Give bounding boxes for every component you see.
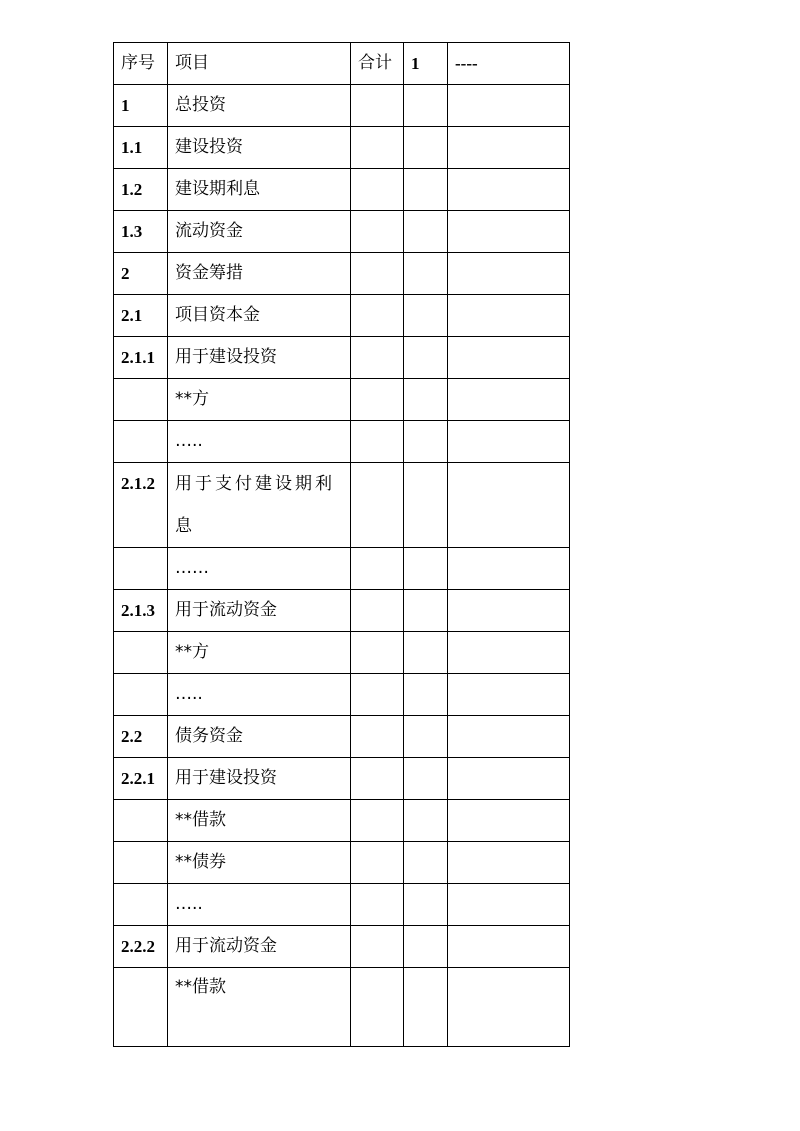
row-year-1-cell	[404, 85, 448, 127]
header-year-1: 1	[404, 43, 448, 85]
row-serial-no	[114, 674, 168, 716]
row-more-years-cell	[448, 968, 570, 1047]
row-item	[168, 463, 351, 548]
table-row	[114, 590, 570, 632]
row-serial-no: 2.1.2	[114, 463, 168, 548]
row-item: 项目资本金	[168, 295, 351, 337]
row-item: **借款	[168, 968, 351, 1047]
row-item: …..	[168, 421, 351, 463]
row-more-years-cell	[448, 800, 570, 842]
row-total-cell	[351, 253, 404, 295]
row-year-1-cell	[404, 337, 448, 379]
row-serial-no: 2.2	[114, 716, 168, 758]
header-more-years: ----	[448, 43, 570, 85]
table-row	[114, 169, 570, 211]
row-year-1-cell	[404, 590, 448, 632]
row-serial-no	[114, 379, 168, 421]
row-total-cell	[351, 548, 404, 590]
funding-table	[113, 42, 570, 1047]
table-row	[114, 968, 570, 1047]
row-year-1-cell	[404, 548, 448, 590]
row-serial-no: 2.1.3	[114, 590, 168, 632]
row-serial-no	[114, 421, 168, 463]
table-row	[114, 421, 570, 463]
row-year-1-cell	[404, 842, 448, 884]
row-serial-no: 1.2	[114, 169, 168, 211]
row-more-years-cell	[448, 295, 570, 337]
row-total-cell	[351, 127, 404, 169]
row-item: 建设期利息	[168, 169, 351, 211]
row-serial-no: 1	[114, 85, 168, 127]
table-row	[114, 337, 570, 379]
row-total-cell	[351, 590, 404, 632]
row-more-years-cell	[448, 169, 570, 211]
row-serial-no: 2.2.1	[114, 758, 168, 800]
row-item-text: 用于支付建设期利息	[175, 474, 335, 536]
row-serial-no	[114, 548, 168, 590]
row-serial-no: 2	[114, 253, 168, 295]
table-row	[114, 548, 570, 590]
row-more-years-cell	[448, 253, 570, 295]
row-serial-no: 2.1	[114, 295, 168, 337]
row-item: …..	[168, 884, 351, 926]
row-more-years-cell	[448, 674, 570, 716]
table-row	[114, 716, 570, 758]
row-more-years-cell	[448, 548, 570, 590]
row-total-cell	[351, 632, 404, 674]
row-serial-no: 2.1.1	[114, 337, 168, 379]
row-total-cell	[351, 842, 404, 884]
row-more-years-cell	[448, 211, 570, 253]
row-year-1-cell	[404, 926, 448, 968]
row-item: 用于建设投资	[168, 337, 351, 379]
table-header-row	[114, 43, 570, 85]
header-item: 项目	[168, 43, 351, 85]
table-row	[114, 463, 570, 548]
table-row	[114, 842, 570, 884]
row-total-cell	[351, 758, 404, 800]
row-more-years-cell	[448, 85, 570, 127]
row-total-cell	[351, 716, 404, 758]
row-item: **债券	[168, 842, 351, 884]
row-year-1-cell	[404, 758, 448, 800]
row-more-years-cell	[448, 716, 570, 758]
row-more-years-cell	[448, 884, 570, 926]
row-total-cell	[351, 211, 404, 253]
row-total-cell	[351, 295, 404, 337]
row-total-cell	[351, 968, 404, 1047]
row-year-1-cell	[404, 379, 448, 421]
row-more-years-cell	[448, 127, 570, 169]
table-row	[114, 85, 570, 127]
table-row	[114, 758, 570, 800]
row-total-cell	[351, 169, 404, 211]
row-total-cell	[351, 463, 404, 548]
row-more-years-cell	[448, 337, 570, 379]
table-row	[114, 632, 570, 674]
row-year-1-cell	[404, 632, 448, 674]
row-more-years-cell	[448, 632, 570, 674]
table-row	[114, 674, 570, 716]
row-year-1-cell	[404, 253, 448, 295]
table-row	[114, 379, 570, 421]
row-total-cell	[351, 674, 404, 716]
row-total-cell	[351, 85, 404, 127]
row-total-cell	[351, 884, 404, 926]
row-serial-no: 1.1	[114, 127, 168, 169]
row-total-cell	[351, 421, 404, 463]
table-row	[114, 884, 570, 926]
row-total-cell	[351, 800, 404, 842]
row-year-1-cell	[404, 800, 448, 842]
table-row	[114, 800, 570, 842]
row-more-years-cell	[448, 421, 570, 463]
row-item: 资金筹措	[168, 253, 351, 295]
table-row	[114, 926, 570, 968]
row-serial-no	[114, 884, 168, 926]
row-item: 总投资	[168, 85, 351, 127]
row-item: **方	[168, 379, 351, 421]
row-serial-no	[114, 632, 168, 674]
table-row	[114, 127, 570, 169]
header-serial-no: 序号	[114, 43, 168, 85]
row-item: 用于流动资金	[168, 590, 351, 632]
table-row	[114, 211, 570, 253]
row-year-1-cell	[404, 421, 448, 463]
header-total: 合计	[351, 43, 404, 85]
row-serial-no	[114, 968, 168, 1047]
row-year-1-cell	[404, 884, 448, 926]
row-more-years-cell	[448, 463, 570, 548]
row-more-years-cell	[448, 842, 570, 884]
row-more-years-cell	[448, 590, 570, 632]
row-item: **借款	[168, 800, 351, 842]
row-total-cell	[351, 337, 404, 379]
row-serial-no	[114, 800, 168, 842]
row-year-1-cell	[404, 211, 448, 253]
row-item: **方	[168, 632, 351, 674]
row-serial-no	[114, 842, 168, 884]
table-row	[114, 253, 570, 295]
row-total-cell	[351, 379, 404, 421]
row-more-years-cell	[448, 379, 570, 421]
row-year-1-cell	[404, 674, 448, 716]
row-year-1-cell	[404, 463, 448, 548]
row-serial-no: 1.3	[114, 211, 168, 253]
row-serial-no: 2.2.2	[114, 926, 168, 968]
row-more-years-cell	[448, 758, 570, 800]
row-item: 流动资金	[168, 211, 351, 253]
row-total-cell	[351, 926, 404, 968]
row-item: 建设投资	[168, 127, 351, 169]
row-item: 用于流动资金	[168, 926, 351, 968]
row-year-1-cell	[404, 968, 448, 1047]
row-year-1-cell	[404, 716, 448, 758]
row-year-1-cell	[404, 295, 448, 337]
row-item: 债务资金	[168, 716, 351, 758]
row-item: …..	[168, 674, 351, 716]
row-more-years-cell	[448, 926, 570, 968]
row-item: 用于建设投资	[168, 758, 351, 800]
row-year-1-cell	[404, 169, 448, 211]
row-item: ……	[168, 548, 351, 590]
table-row	[114, 295, 570, 337]
row-year-1-cell	[404, 127, 448, 169]
